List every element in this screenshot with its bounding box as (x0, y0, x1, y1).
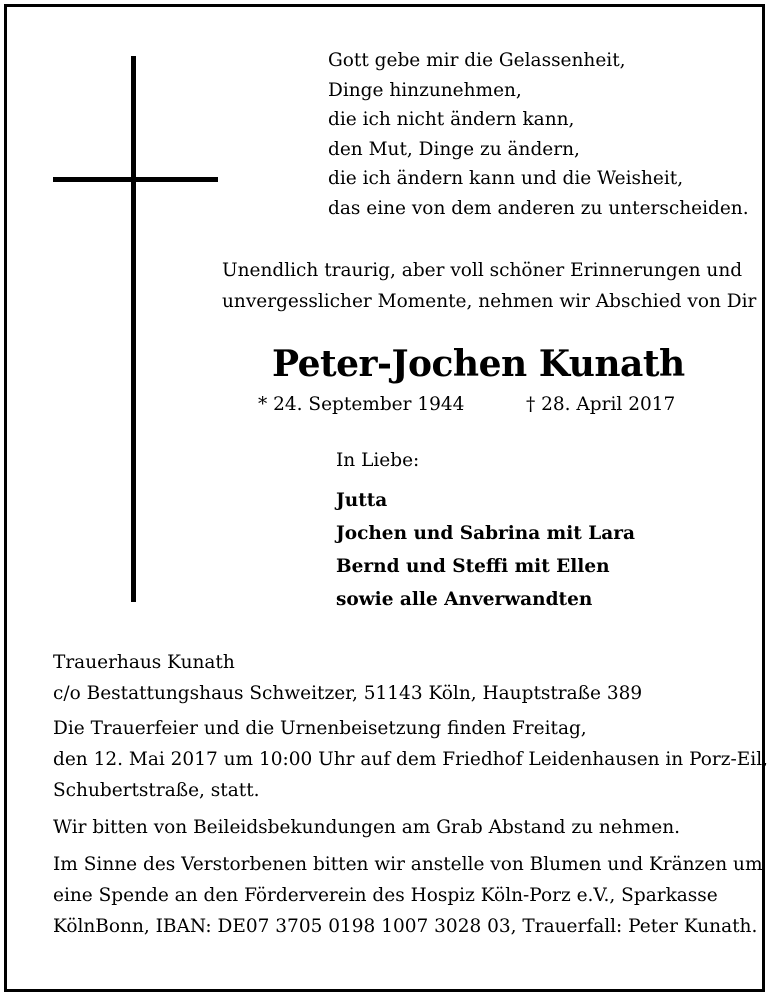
ceremony-block (53, 713, 768, 806)
request-block (53, 812, 733, 843)
notice-body (53, 647, 768, 942)
address-line: c/o Bestattungshaus Schweitzer, 51143 Köln, Hauptstraße 389 (53, 683, 643, 704)
in-love-label: In Liebe: (336, 450, 420, 471)
poem-line: den Mut, Dinge zu ändern, (328, 138, 580, 160)
birth-date: * 24. September 1944 (258, 394, 465, 415)
death-date: † 28. April 2017 (526, 394, 676, 415)
address-block (53, 647, 733, 709)
poem-line: das eine von dem anderen zu unterscheiden. (328, 197, 749, 219)
poem-line: Gott gebe mir die Gelassenheit, (328, 50, 626, 71)
intro-line: unvergesslicher Momente, nehmen wir Abschied von Dir (222, 291, 757, 312)
family-member: Bernd und Steffi mit Ellen (336, 556, 610, 577)
family-list (336, 484, 635, 616)
donation-line: KölnBonn, IBAN: DE07 3705 0198 1007 3028 03, Trauerfall: Peter Kunath. (53, 916, 758, 937)
intro-line: Unendlich traurig, aber voll schöner Erinnerungen und (222, 260, 743, 281)
cross-horizontal-bar (53, 177, 218, 182)
poem-line: Dinge hinzunehmen, (328, 79, 522, 101)
family-member: sowie alle Anverwandten (336, 589, 593, 610)
ceremony-line: Schubertstraße, statt. (53, 780, 260, 801)
ceremony-line: Die Trauerfeier und die Urnenbeisetzung finden Freitag, (53, 718, 587, 739)
intro-text (222, 255, 756, 317)
donation-block (53, 849, 763, 942)
family-member: Jutta (336, 490, 388, 511)
poem-line: die ich nicht ändern kann, (328, 109, 575, 131)
poem (328, 46, 749, 224)
ceremony-line: den 12. Mai 2017 um 10:00 Uhr auf dem Friedhof Leidenhausen in Porz-Eil, (53, 749, 768, 770)
donation-line: eine Spende an den Förderverein des Hospiz Köln-Porz e.V., Sparkasse (53, 885, 718, 906)
poem-line: die ich ändern kann und die Weisheit, (328, 168, 684, 190)
deceased-name: Peter-Jochen Kunath (272, 343, 685, 385)
cross-vertical-bar (131, 56, 136, 602)
address-line: Trauerhaus Kunath (53, 652, 235, 673)
donation-line: Im Sinne des Verstorbenen bitten wir anstelle von Blumen und Kränzen um (53, 854, 763, 875)
family-member: Jochen und Sabrina mit Lara (336, 523, 635, 544)
request-line: Wir bitten von Beileidsbekundungen am Grab Abstand zu nehmen. (53, 817, 680, 838)
